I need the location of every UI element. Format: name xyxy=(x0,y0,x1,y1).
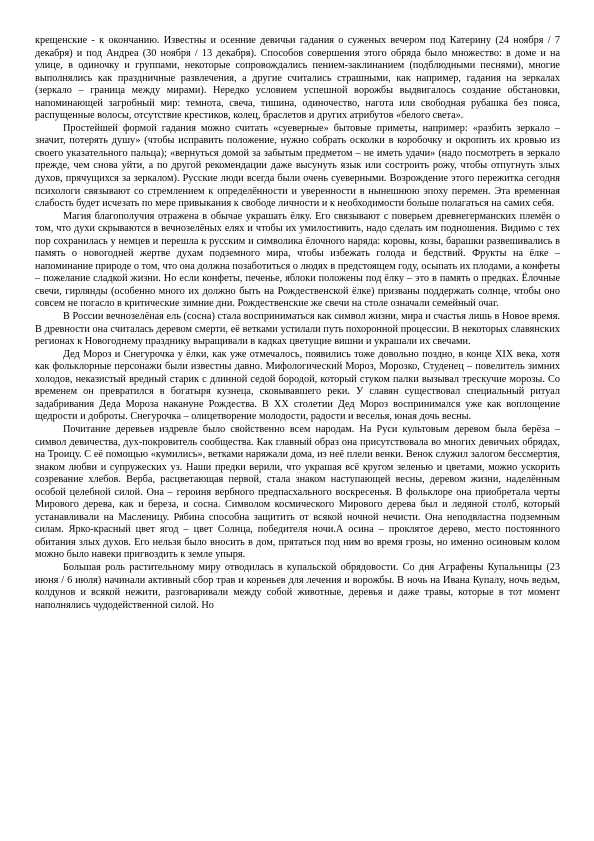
paragraph-divination-continued: крещенские - к окончанию. Известны и осенние девичьи гадания о суженых вечером под Катерину (24 ноября / 7 декабря) и под Андреа (30 ноября / 13 декабря). Способов совершения этого обряда было множество: в доме и на улице, в одиночку и группами, некоторые сопровождались пением-заклинанием (подблюдными песнями), многие выполнялись как праздничные развлечения, а другие считались страшными, как например, гадания на зеркалах (зеркало – граница между мирами). Нередко условием успешной ворожбы выдвигалось создание обстановки, напоминающей загробный мир: темнота, свеча, тишина, одиночество, нагота или свободная рубашка без пояса, распущенные волосы, отсутствие крестиков, колец, браслетов и других атрибутов «белого света». xyxy=(35,35,560,122)
paragraph-superstitions: Простейшей формой гадания можно считать «суеверные» бытовые приметы, например: «разбить зеркало – значит, потерять душу» (чтобы исправить положение, нужно собрать осколки в коробочку и окропить их кровью из своего указательного пальца); «вернуться домой за забытым предметом – не иметь удачи» (надо посмотреть в зеркало прежде, чем снова уйти, а по другой рекомендации даже высунуть язык или состроить рожу, чтобы отпугнуть злых духов, прячущихся за зеркалом). Русские люди всегда были очень суеверными. Возрождение этого пережитка сегодня психологи связывают со стремлением к определённости и уверенности в нынешнюю эпоху перемен. Эта временная слабость будет исчезать по мере привыкания к свободе личности и к необходимости больше полагаться на самих себя. xyxy=(35,122,560,210)
paragraph-ded-moroz: Дед Мороз и Снегурочка у ёлки, как уже отмечалось, появились тоже довольно поздно, в конце XIX века, хотя как фольклорные персонажи были известны давно. Мифологический Мороз, Морозко, Студенец – повелитель зимних холодов, неказистый вредный старик с длинной седой бородой, который стуком палки вызывал трескучие морозы. Со временем он превратился в богатыря кузнеца, сковывавшего реки. У славян существовал специальный ритуал задабривания Деда Мороза накануне Рождества. В XX столетии Дед Мороз воспринимался уже как воплощение щедрости и доброты. Снегурочка – олицетворение молодости, радости и веселья, юная дочь весны. xyxy=(35,348,560,423)
paragraph-tree-worship: Почитание деревьев издревле было свойственно всем народам. На Руси культовым деревом была берёза – символ девичества, дух-покровитель сообщества. Как главный образ она присутствовала во многих девичьих обрядах, на Троицу. С её помощью «кумились», ветками наряжали дома, из неё плели венки. Венок служил залогом бессмертия, знаком любви и супружеских уз. Наши предки верили, что украшая всё кругом зеленью и цветами, можно ускорить созревание хлебов. Верба, расцветающая первой, стала знаком наступающей весны, деревом жизни, наделённым особой целебной силой. Она – героиня вербного предпасхального воскресенья. В фольклоре она приобретала черты Мирового дерева, как и береза, и сосна. Символом космического Мирового дерева был и ледяной столб, который устанавливали на Масленицу. Рябина способна защитить от всякой ночной нечисти. Она неподвластна подземным силам. Ярко-красный цвет ягод – цвет Солнца, победителя ночи.А осина – проклятое дерево, место постоянного обитания злых духов. Его нельзя было вносить в дом, прятаться под ним во время грозы, но именно осиновым колом можно было навеки пригвоздить к земле упыря. xyxy=(35,423,560,561)
document-page xyxy=(35,35,560,612)
paragraph-christmas-tree: Магия благополучия отражена в обычае украшать ёлку. Его связывают с поверьем древнегерманских племён о том, что духи скрываются в вечнозелёных елях и чтобы их умилостивить, надо сделать им подношения. Видимо с тех пор сохранилась у немцев и перешла к русским и символика ёлочного наряда: коровы, козы, барашки развешивались в память о новогодней жертве духам подземного мира, чтобы избежать голода и бедствий. Фрукты на ёлке – напоминание природе о том, что она должна позаботиться о людях в предстоящем году, осыпать их плодами, а конфеты – пожелание сладкой жизни. Но если конфеты, печенье, яблоки положены под ёлку – это в память о предках. Ёлочные свечи, гирлянды (особенно много их должно быть на Рождественской ёлке) призваны поддержать солнце, чтобы оно совсем не погасло в критические зимние дни. Рождественские же свечи на столе означали семейный очаг. xyxy=(35,210,560,310)
paragraph-kupala: Большая роль растительному миру отводилась в купальской обрядовости. Со дня Аграфены Купальницы (23 июня / 6 июля) начинали активный сбор трав и кореньев для лечения и ворожбы. В ночь на Ивана Купалу, ночь ведьм, колдунов и всякой нежити, разговаривали между собой животные, деревья и даже травы, которые в тот момент наполнялись чудодейственной силой. Но xyxy=(35,561,560,611)
paragraph-spruce-symbol: В России вечнозелёная ель (сосна) стала восприниматься как символ жизни, мира и счастья лишь в Новое время. В древности она считалась деревом смерти, её ветками устилали путь похоронной процессии. В некоторых славянских регионах к Новогоднему празднику выращивали в кадках цветущие вишни и украшали их свечами. xyxy=(35,311,560,348)
